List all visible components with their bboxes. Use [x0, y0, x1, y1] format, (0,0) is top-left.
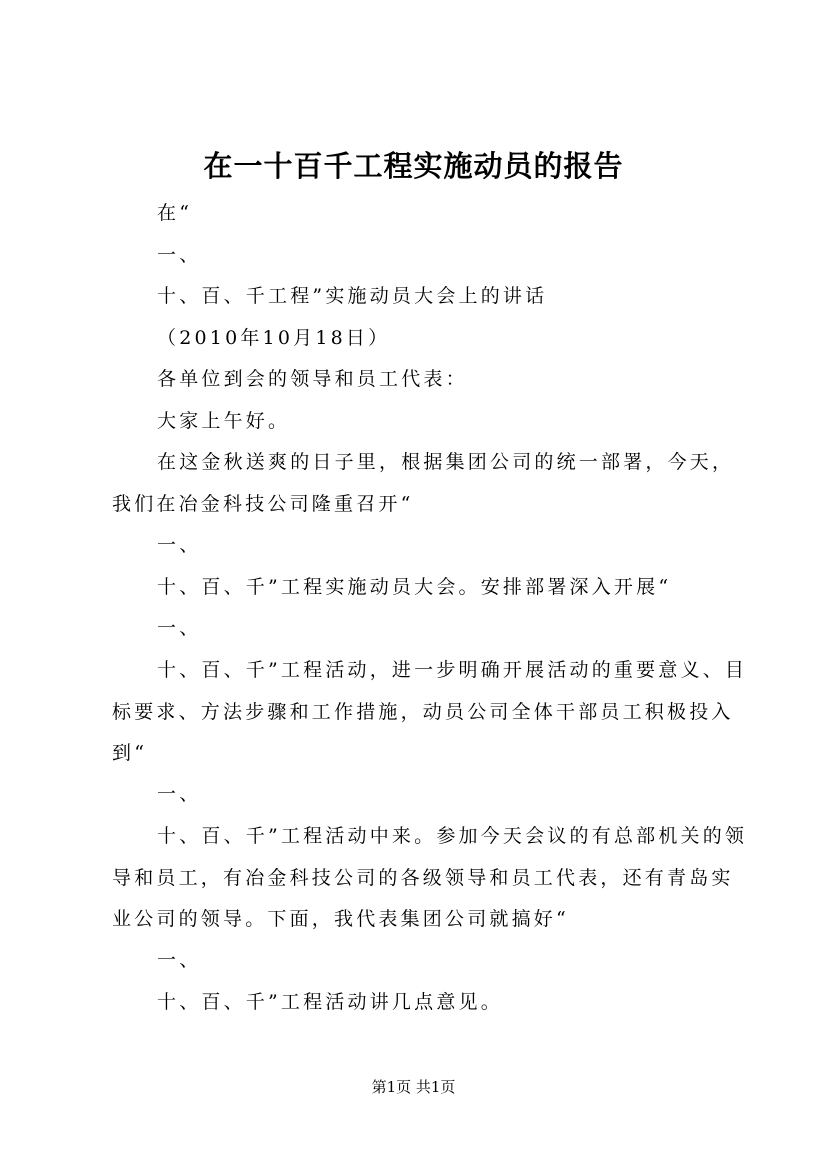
paragraph-10: 一、: [157, 617, 202, 639]
paragraph-8: 一、: [157, 534, 202, 556]
paragraph-12: 一、: [157, 783, 202, 805]
page-footer: 第1页 共1页: [371, 1078, 456, 1096]
paragraph-3: 十、百、千工程”实施动员大会上的讲话: [157, 285, 548, 307]
paragraph-7: 在这金秋送爽的日子里，根据集团公司的统一部署，今天，我们在冶金科技公司隆重召开“: [112, 451, 735, 515]
paragraph-2: 一、: [157, 244, 202, 266]
paragraph-13: 十、百、千”工程活动中来。参加今天会议的有总部机关的领导和员工，有冶金科技公司的各级领导和员工代表，还有青岛实业公司的领导。下面，我代表集团公司就搞好“: [112, 825, 748, 930]
paragraph-11: 十、百、千”工程活动，进一步明确开展活动的重要意义、目标要求、方法步骤和工作措施，动员公司全体干部员工积极投入到“: [112, 659, 748, 764]
paragraph-6: 大家上午好。: [157, 410, 291, 432]
document-title: 在一十百千工程实施动员的报告: [203, 149, 624, 183]
paragraph-5: 各单位到会的领导和员工代表：: [157, 368, 468, 390]
paragraph-9: 十、百、千”工程实施动员大会。安排部署深入开展“: [157, 576, 672, 598]
paragraph-15: 十、百、千”工程活动讲几点意见。: [157, 991, 503, 1013]
paragraph-14: 一、: [157, 949, 202, 971]
paragraph-1: 在“: [157, 202, 193, 224]
paragraph-4: （2010年10月18日）: [157, 327, 391, 349]
